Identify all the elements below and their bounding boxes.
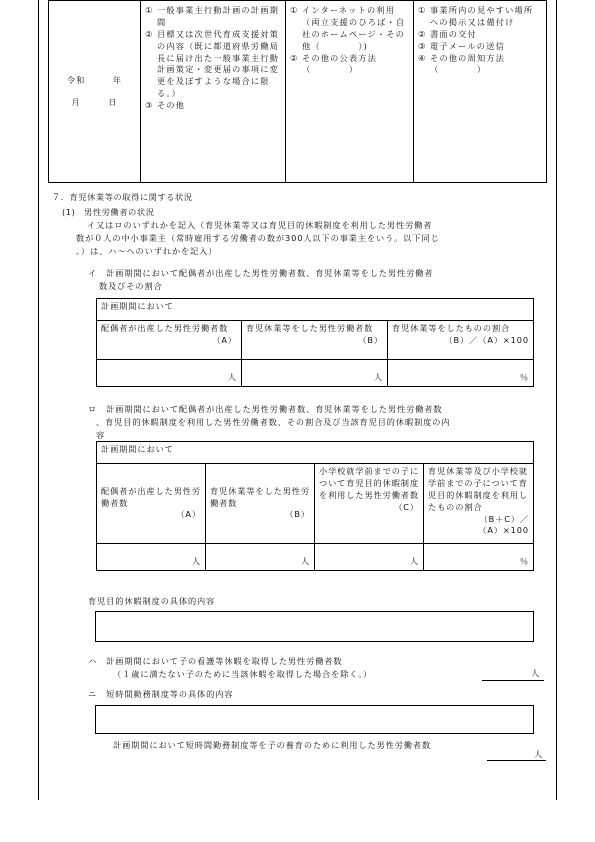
item-ha-label: （１歳に満たない子のために当該休暇を取得した場合を除く。） <box>113 669 373 679</box>
item-ro-label: 、育児目的休暇制度を利用した男性労働者数、その割合及び当該育児目的休暇制度の内 <box>96 417 451 427</box>
intro-text: イ又はロのいずれかを記入（育児休業等又は育児目的休暇制度を利用した男性労働者 <box>87 220 433 230</box>
item-ro-label: ロ 計画期間において配偶者が出産した男性労働者数、育児休業等をした男性労働者数 <box>88 404 443 414</box>
purpose-leave-label: 育児目的休暇制度の具体的内容 <box>88 596 216 606</box>
subsection-heading: (1) 男性労働者の状況 <box>62 207 155 217</box>
change-items-cell: ① 一般事業主行動計画の計画期間 ② 目標又は次世代育成支援対策の内容（既に都道府県労働局長に届け出た一般事業主行動計画策定・変更届の事項に変更を及ぼすような場合に限る。） ③ その他 <box>141 1 286 183</box>
col-spouse-birth: 配偶者が出産した男性労働者数 （A） <box>97 321 242 360</box>
list-item: 書面の交付 <box>430 28 477 39</box>
year-label: 年 <box>112 74 123 85</box>
list-item: その他 <box>157 100 186 111</box>
list-item: 事業所内の見やすい場所への掲示又は備付け <box>430 5 534 27</box>
table-header: 計画期間において <box>97 299 534 321</box>
input-cell[interactable]: 人 <box>242 360 388 387</box>
section-heading: ７．育児休業等の取得に関する状況 <box>52 192 193 202</box>
purpose-leave-box[interactable] <box>95 611 534 642</box>
input-cell[interactable]: ％ <box>388 360 534 387</box>
short-hours-box[interactable] <box>95 705 534 734</box>
col-purpose-leave: 小学校就学前までの子について育児目的休暇制度を利用した男性労働者数 （C） <box>315 464 424 544</box>
input-cell[interactable]: 人 <box>206 544 315 571</box>
input-cell[interactable]: ％ <box>424 544 534 571</box>
answer-underline[interactable] <box>482 680 544 681</box>
table-ro <box>96 441 534 571</box>
publication-method-table <box>48 0 547 183</box>
intro-text: 数が０人の中小事業主（常時雇用する労働者の数が300人以下の事業主をいう。以下同じ <box>76 233 440 243</box>
item-i-label: 数及びその割合 <box>99 281 163 291</box>
short-hours-count-label: 計画期間において短時間勤務制度等を子の養育のために利用した男性労働者数 <box>113 740 432 750</box>
answer-underline[interactable] <box>487 760 546 761</box>
input-cell[interactable]: 人 <box>97 360 242 387</box>
input-cell[interactable]: 人 <box>97 544 206 571</box>
publication-method-cell: ① インターネットの利用（両立支援のひろば・自社のホームページ・その他（ ）) ② その他の公表方法（ ） <box>286 1 414 183</box>
item-i-label: イ 計画期間において配偶者が出産した男性労働者数、育児休業等をした男性労働者 <box>88 268 434 278</box>
col-ratio: 育児休業等をしたものの割合 （B）／（A）×100 <box>388 321 534 360</box>
input-cell[interactable]: 人 <box>315 544 424 571</box>
notification-method-cell: ① 事業所内の見やすい場所への掲示又は備付け ② 書面の交付 ③ 電子メールの送信 ④ その他の周知方法（ ） <box>414 1 547 183</box>
intro-text: 。）は、ハ～ヘのいずれかを記入） <box>76 246 218 256</box>
table-i <box>96 298 534 387</box>
list-item: その他の周知方法（ ） <box>430 52 506 75</box>
date-cell <box>49 1 141 183</box>
page-frame-right <box>556 0 557 800</box>
list-item: インターネットの利用（両立支援のひろば・自社のホームページ・その他（ ）) <box>302 5 406 51</box>
reiwa-label: 令和 <box>66 74 86 85</box>
page-frame-left <box>38 0 39 800</box>
item-ni-label: ニ 短時間勤務制度等の具体的内容 <box>88 689 234 699</box>
item-ha-label: ハ 計画期間において子の看護等休暇を取得した男性労働者数 <box>88 656 343 666</box>
unit-person: 人 <box>534 749 544 759</box>
col-leave-taken: 育児休業等をした男性労働者数 （B） <box>206 464 315 544</box>
day-label: 日 <box>108 96 118 107</box>
list-item: 目標又は次世代育成支援対策の内容（既に都道府県労働局長に届け出た一般事業主行動計画策定・変更届の事項に変更を及ぼすような場合に限る。） <box>157 28 280 99</box>
month-label: 月 <box>71 96 81 107</box>
col-spouse-birth: 配偶者が出産した男性労働者数 （A） <box>97 464 206 544</box>
list-item: その他の公表方法（ ） <box>302 52 378 75</box>
col-ratio: 育児休業等及び小学校就学前までの子について育児目的休暇制度を利用したものの割合 （B＋C）／ （A）×100 <box>424 464 534 544</box>
table-header: 計画期間において <box>97 442 534 464</box>
unit-person: 人 <box>531 668 541 678</box>
list-item: 電子メールの送信 <box>430 40 505 51</box>
item-ro-label: 容 <box>96 430 106 440</box>
list-item: 一般事業主行動計画の計画期間 <box>157 5 280 27</box>
col-leave-taken: 育児休業等をした男性労働者数 （B） <box>242 321 388 360</box>
